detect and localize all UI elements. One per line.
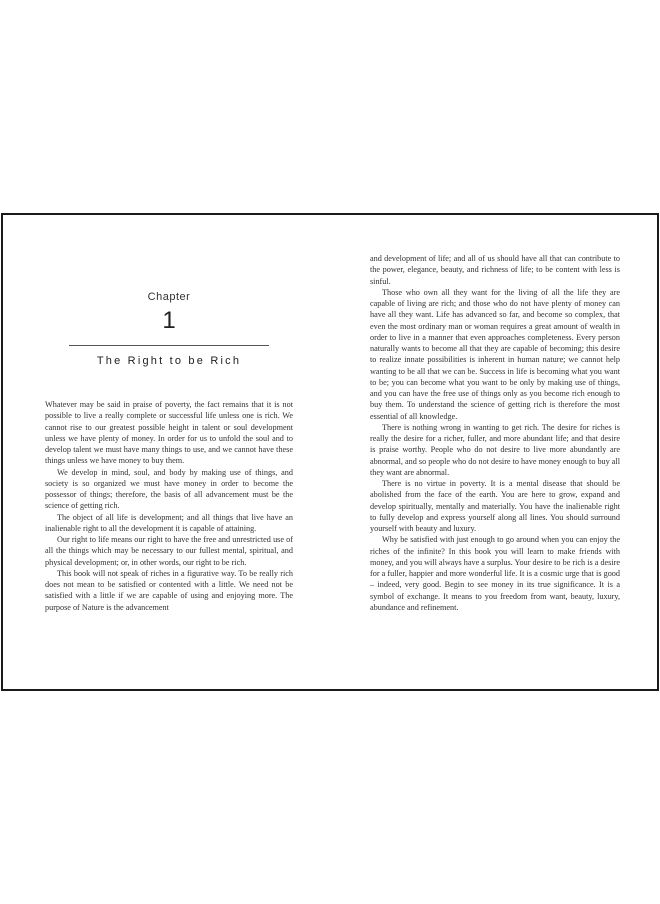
paragraph: This book will not speak of riches in a figurative way. To be really rich does not mean to be satisfied or contented with a little. We need not be satisfied with a little if we are capable of using and enjoying more. The purpose of Nature is the advancement (45, 568, 293, 612)
paragraph: There is nothing wrong in wanting to get rich. The desire for riches is really the desire for a richer, fuller, and more abundant life; and that desire is praise worthy. People who do not desire to live more abundantly are abnormal, and so people who do not desire to have money enough to buy all they want are abnormal. (370, 422, 620, 477)
chapter-number: 1 (162, 307, 176, 334)
chapter-divider (69, 345, 269, 346)
paragraph: Whatever may be said in praise of poverty, the fact remains that it is not possible to live a really complete or successful life unless one is rich. We cannot rise to our greatest possible height in talent or soul development unless we have plenty of money. In order for us to unfold the soul and to develop talent we must have many things to use, and we cannot have these things unless we have money to buy them. (45, 400, 293, 466)
paragraph: We develop in mind, soul, and body by making use of things, and society is so organized we must have money in order to become the possessor of things; therefore, the basis of all advancement must be the science of getting rich. (45, 467, 293, 511)
paragraph: Our right to life means our right to have the free and unrestricted use of all the things which may be necessary to our fullest mental, spiritual, and physical development; or, in other words, our right to be rich. (45, 535, 293, 567)
paragraph: and development of life; and all of us should have all that can contribute to the power, elegance, beauty, and richness of life; to be content with less is sinful. (370, 254, 620, 286)
chapter-label: Chapter (147, 291, 191, 303)
right-page-body (370, 253, 620, 613)
left-page-body (45, 399, 293, 613)
paragraph: Those who own all they want for the living of all the life they are capable of living are rich; and those who do not have plenty of money can have all they want. Life has advanced so far, and become so complex, that even the most ordinary man or woman requires a great amount of wealth in order to live in a manner that even approaches completeness. Every person naturally wants to become all that they are capable of becoming; this desire to realize innate possibilities is inherent in human nature; we cannot help wanting to be all that we can be. Success in life is becoming what you want to be; you can become what you want to be only by making use of things, and you can have the free use of things only as you become rich enough to buy them. To understand the science of getting rich is therefore the most essential of all knowledge. (370, 287, 620, 421)
paragraph: Why be satisfied with just enough to go around when you can enjoy the riches of the infinite? In this book you will learn to make friends with money, and you will always have a surplus. Your desire to be rich is a desire for a fuller, happier and more wonderful life. It is a cosmic urge that is good – indeed, very good. Begin to see money in its true significance. It is a symbol of exchange. It means to you freedom from want, beauty, luxury, abundance and refinement. (370, 535, 620, 612)
paragraph: The object of all life is development; and all things that live have an inalienable right to all the development it is capable of attaining. (45, 512, 293, 533)
paragraph: There is no virtue in poverty. It is a mental disease that should be abolished from the face of the earth. You are here to grow, expand and develop spiritually, mentally and materially. You have the inalienable right to fully develop and express yourself along all lines. You should surround yourself with beauty and luxury. (370, 479, 620, 533)
book-spread (1, 213, 659, 691)
chapter-title: The Right to be Rich (96, 355, 242, 367)
